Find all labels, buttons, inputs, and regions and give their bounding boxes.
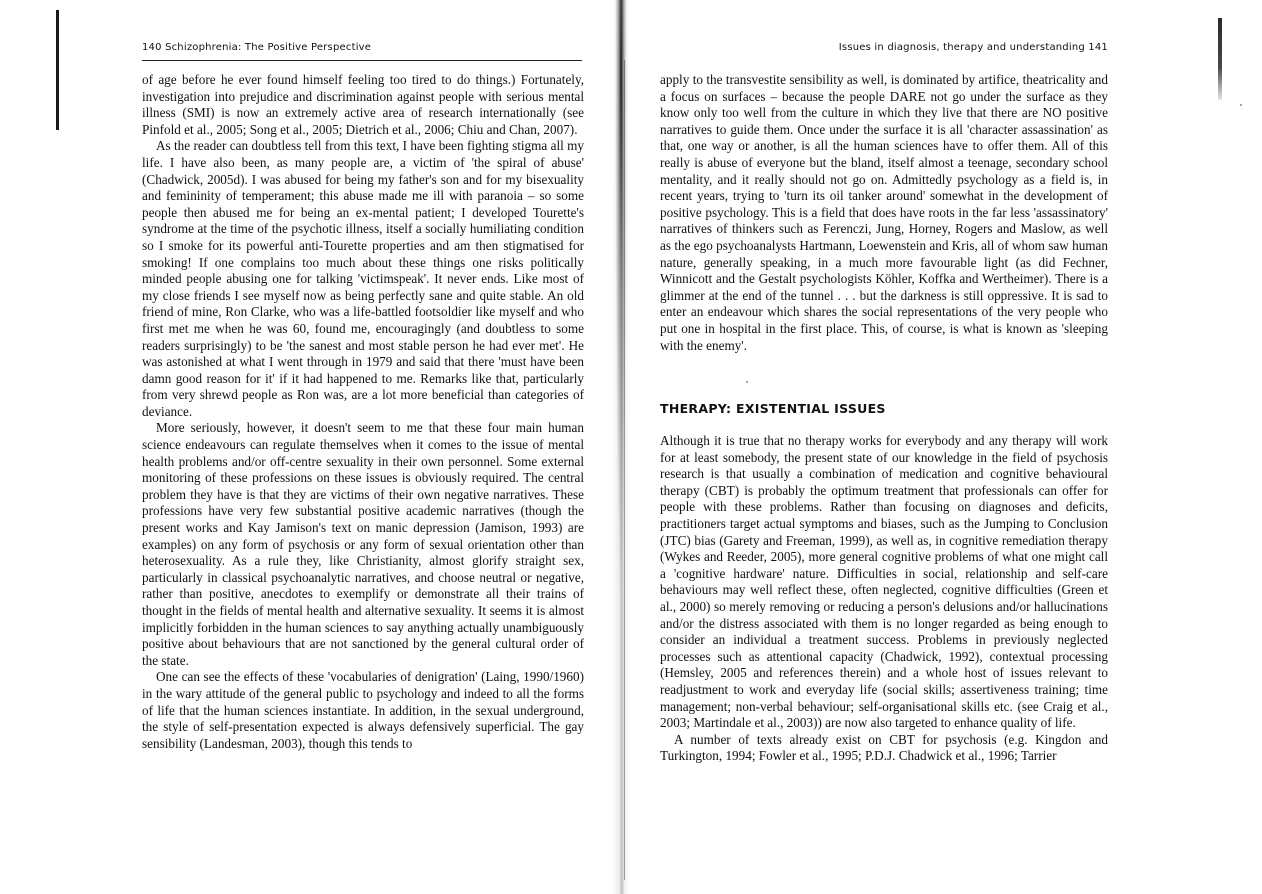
paragraph: Although it is true that no therapy works for everybody and any therapy will work for at least somebody, the present state of our knowledge in the field of psychosis research is that usually a combination of medication and cognitive behavioural therapy (CBT) is probably the optimum treatment that professionals can offer for people with these problems. Rather than focusing on diagnoses and deficits, practitioners target actual symptoms and biases, such as the Jumping to Conclusion (JTC) bias (Garety and Freeman, 1999), as well as, in cognitive remediation therapy (Wykes and Reeder, 2005), more general cognitive problems of what one might call a 'cognitive hardware' nature. Difficulties in social, relationship and self-care behaviours may well reflect these, often neglected, cognitive difficulties (Green et al., 2000) so merely removing or reducing a person's delusions and/or hallucinations and/or the distress associated with them is no longer regarded as being enough to consider an individual a treatment success. Problems in previously neglected processes such as attentional capacity (Chadwick, 1992), contextual processing (Hemsley, 2005 and references therein) and a whole host of issues relevant to readjustment to work and everyday life (social skills; assertiveness training; time management; non-verbal behaviour; self-organisational skills etc. (see Craig et al., 2003; Martindale et al., 2003)) are now also targeted to enhance quality of life. — [660, 433, 1108, 731]
paragraph: apply to the transvestite sensibility as well, is dominated by artifice, theatricality and a focus on surfaces – because the people DARE not go under the surface as they know only too well from the culture in which they live that there are NO positive narratives to guide them. Once under the surface it is all 'character assassination' as that, one way or another, is all the human sciences have to offer them. All of this really is abuse of everyone but the bland, itself almost a teenage, secondary school mentality, and it really should not go on. Admittedly psychology as a field is, in recent years, trying to 'turn its oil tanker around' somewhat in the development of positive psychology. This is a field that does have roots in the far less 'assassinatory' narratives of thinkers such as Ferenczi, Jung, Horney, Rogers and Maslow, as well as the ego psychoanalysts Hartmann, Loewenstein and Kris, all of whom saw human nature, generally speaking, in a much more favourable light (as did Fechner, Winnicott and the Gestalt psychologists Köhler, Koffka and Wertheimer). There is a glimmer at the end of the tunnel . . . but the darkness is still oppressive. It is sad to enter an endeavour which shares the social representations of the very people who put one in hospital in the first place. This, of course, is what is known as 'sleeping with the enemy'. — [660, 72, 1108, 353]
scan-speck — [746, 381, 748, 383]
right-body-text-section — [660, 433, 1108, 765]
left-running-head: 140 Schizophrenia: The Positive Perspective — [142, 42, 372, 53]
paragraph: As the reader can doubtless tell from this text, I have been fighting stigma all my life. I have also been, as many people are, a victim of 'the spiral of abuse' (Chadwick, 2005d). I was abused for being my father's son and for my bisexuality and femininity of temperament; this abuse made me ill with paranoia – so some people then abused me for being an ex-mental patient; I developed Tourette's syndrome at the time of the psychotic illness, itself a socially humiliating condition so I smoke for its powerful anti-Tourette properties and am then stigmatised for smoking! If one complains too much about these things one risks politically minded people abusing one for talking 'victimspeak'. It never ends. Like most of my close friends I see myself now as being perfectly sane and quite stable. An old friend of mine, Ron Clarke, who was a life-battled footsoldier like myself and who first met me when he was 60, found me, encouragingly (and doubtless to some readers surprisingly) to be 'the sanest and most stable person he had ever met'. He was astonished at what I went through in 1979 and said that there 'must have been damn good reason for it' if it had happened to me. Remarks like that, particularly from very shrewd people as Ron was, are a lot more beneficial than categories of deviance. — [142, 138, 584, 419]
right-running-head: Issues in diagnosis, therapy and understanding 141 — [838, 42, 1108, 53]
scan-edge-mark-left — [56, 10, 59, 130]
header-rule — [142, 60, 582, 61]
book-gutter-shadow — [612, 0, 630, 894]
scan-edge-mark-right — [1218, 18, 1222, 100]
book-gutter-line — [624, 60, 625, 880]
paragraph: A number of texts already exist on CBT for psychosis (e.g. Kingdon and Turkington, 1994; Fowler et al., 1995; P.D.J. Chadwick et al., 1996; Tarrier — [660, 731, 1108, 764]
right-body-text-top — [660, 72, 1108, 354]
paragraph: More seriously, however, it doesn't seem to me that these four main human science endeavours can regulate themselves when it comes to the issue of mental health problems and/or off-centre sexuality in their own personnel. Some external monitoring of these professions on these issues is obviously required. The central problem they have is that they are victims of their own negative narratives. These professions have very few substantial positive academic narratives (though the present works and Kay Jamison's text on manic depression (Jamison, 1993) are examples) on any form of psychosis or any form of sexual orientation other than heterosexuality. As a rule they, like Christianity, almost glorify straight sex, particularly in classical psychoanalytic narratives, and choose neutral or negative, rather than positive, anecdotes to exemplify or demonstrate all their trains of thought in the fields of mental health and alternative sexuality. It seems it is almost implicitly forbidden in the human sciences to say anything actually unambiguously positive about behaviours that are not sanctioned by the general cultural order of the state. — [142, 420, 584, 668]
scan-speck — [1240, 104, 1242, 106]
paragraph: One can see the effects of these 'vocabularies of denigration' (Laing, 1990/1960) in the wary attitude of the general public to psychology and indeed to all the forms of life that the human sciences instantiate. In addition, in the sexual underground, the style of self-presentation expected is always defensively superficial. The gay sensibility (Landesman, 2003), though this tends to — [142, 669, 584, 751]
paragraph: of age before he ever found himself feeling too tired to do things.) Fortunately, investigation into prejudice and discrimination against people with serious mental illness (SMI) is now an extremely active area of research internationally (see Pinfold et al., 2005; Song et al., 2005; Dietrich et al., 2006; Chiu and Chan, 2007). — [142, 72, 584, 137]
section-heading: THERAPY: EXISTENTIAL ISSUES — [660, 401, 886, 416]
left-body-text — [142, 72, 584, 752]
